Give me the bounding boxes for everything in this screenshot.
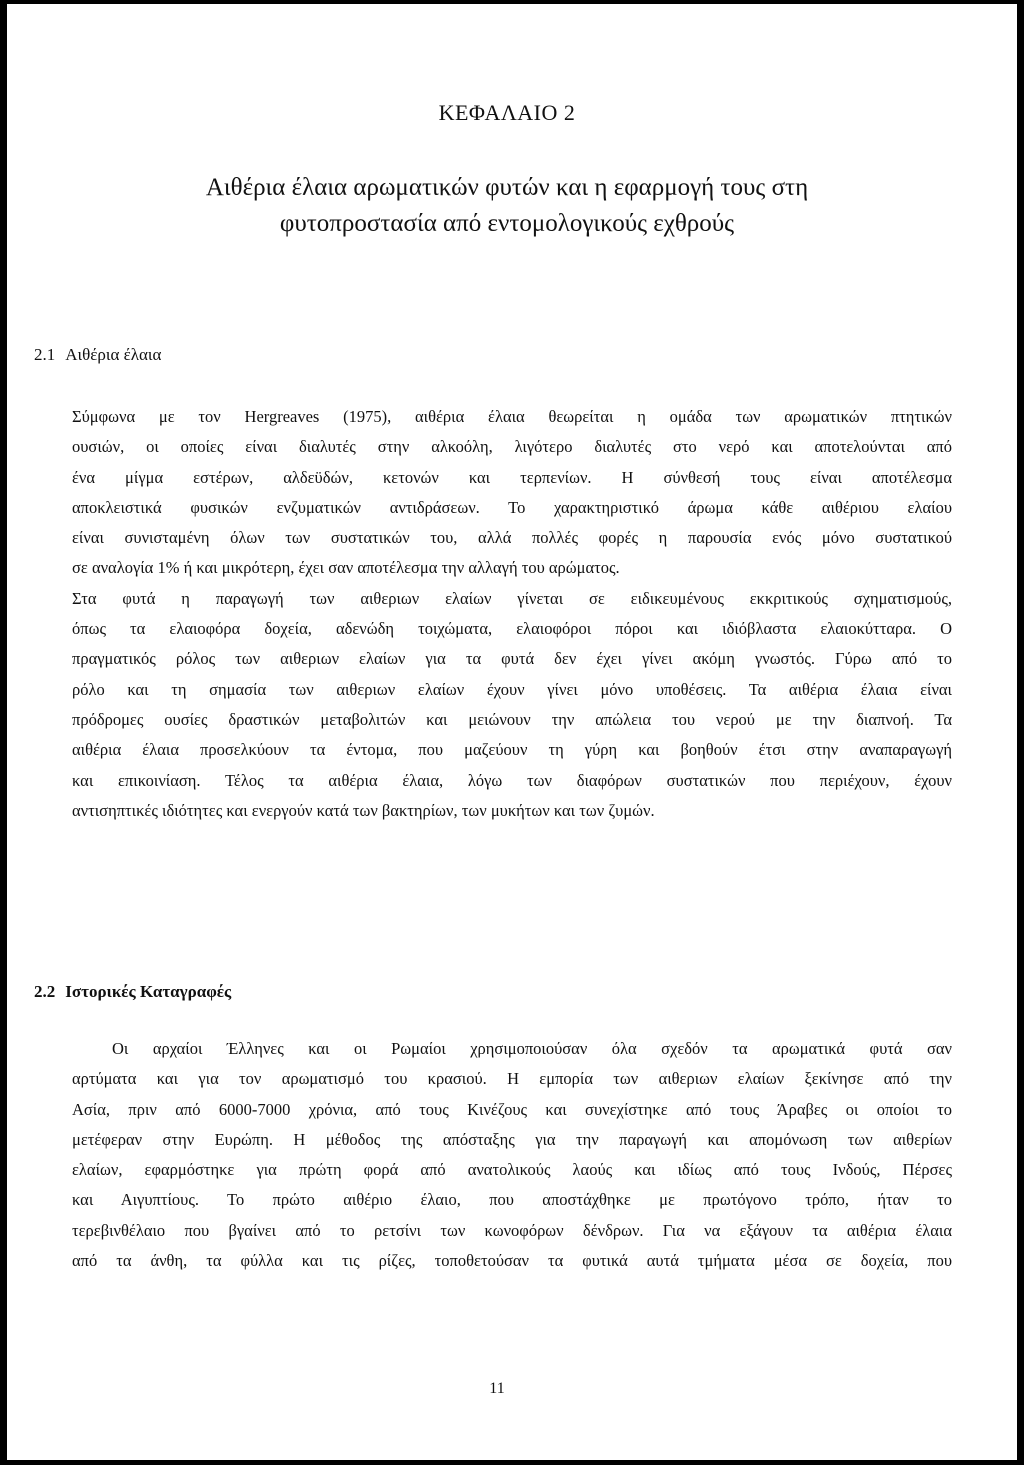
- text-line: τερεβινθέλαιο που βγαίνει από το ρετσίνι των κωνοφόρων δένδρων. Για να εξάγουν τα αιθέρια έλαια: [72, 1220, 952, 1240]
- text-line: μετέφεραν στην Ευρώπη. Η μέθοδος της απόσταξης για την παραγωγή και απομόνωση των αιθερίων: [72, 1129, 952, 1149]
- section-title: Αιθέρια έλαια: [65, 345, 162, 364]
- text-line: αποκλειστικά φυσικών ενζυματικών αντιδράσεων. Το χαρακτηριστικό άρωμα κάθε αιθέριου ελαίου: [72, 497, 952, 517]
- section-title: Ιστορικές Καταγραφές: [65, 982, 232, 1001]
- text-line: και επικοινίαση. Τέλος τα αιθέρια έλαια, λόγω των διαφόρων συστατικών που περιέχουν, έχουν: [72, 770, 952, 790]
- text-line: ρόλο και τη σημασία των αιθεριων ελαίων έχουν γίνει μόνο υποθέσεις. Τα αιθέρια έλαια είναι: [72, 679, 952, 699]
- text-line: πραγματικός ρόλος των αιθεριων ελαίων για τα φυτά δεν έχει γίνει ακόμη γνωστός. Γύρω από το: [72, 649, 952, 669]
- text-line: Οι αρχαίοι Έλληνες και οι Ρωμαίοι χρησιμοποιούσαν όλα σχεδόν τα αρωματικά φυτά σαν: [112, 1039, 952, 1058]
- text-line: ένα μίγμα εστέρων, αλδεϋδών, κετονών και τερπενίων. Η σύνθεσή τους είναι αποτέλεσμα: [72, 467, 952, 487]
- text-line: ουσιών, οι οποίες είναι διαλυτές στην αλκοόλη, λιγότερο διαλυτές στο νερό και αποτελούνται από: [72, 437, 952, 457]
- section-2-1-body: [72, 402, 952, 826]
- text-line: είναι συνισταμένη όλων των συστατικών του, αλλά πολλές φορές η παρουσία ενός μόνο συστατικού: [72, 528, 952, 548]
- section-heading-2-2: [34, 982, 231, 1002]
- text-line: ελαίων, εφαρμόστηκε για πρώτη φορά από ανατολικούς λαούς και ιδίως από τους Ινδούς, Πέρσες: [72, 1160, 952, 1180]
- text-line: Ασία, πριν από 6000-7000 χρόνια, από τους Κινέζους και συνεχίστηκε από τους Άραβες οι οποίοι το: [72, 1099, 952, 1119]
- page-number: 11: [489, 1380, 505, 1397]
- section-number: 2.2: [34, 982, 56, 1001]
- section-2-2-body: [72, 1034, 952, 1276]
- text-line: σε αναλογία 1% ή και μικρότερη, έχει σαν αποτέλεσμα την αλλαγή του αρώματος.: [72, 558, 620, 578]
- text-line: πρόδρομες ουσίες δραστικών μεταβολιτών και μειώνουν την απώλεια του νερού με την διαπνοή. Τα: [72, 709, 952, 729]
- chapter-title-line-1: Αιθέρια έλαια αρωματικών φυτών και η εφαρμογή τους στη: [205, 174, 809, 201]
- text-line: αρτύματα και για τον αρωματισμό του κρασιού. Η εμπορία των αιθεριων ελαίων ξεκίνησε από την: [72, 1069, 952, 1089]
- document-page: [7, 4, 1017, 1460]
- section-number: 2.1: [34, 345, 56, 364]
- text-line: από τα άνθη, τα φύλλα και τις ρίζες, τοποθετούσαν τα φυτικά αυτά τμήματα μέσα σε δοχεία, που: [72, 1251, 952, 1271]
- chapter-title: [7, 170, 1007, 242]
- chapter-title-line-2: φυτοπροστασία από εντομολογικούς εχθρούς: [279, 210, 735, 237]
- text-line: αιθέρια έλαια προσελκύουν τα έντομα, που μαζεύουν τη γύρη και βοηθούν έτσι στην αναπαραγωγή: [72, 740, 952, 760]
- text-line: όπως τα ελαιοφόρα δοχεία, αδενώδη τοιχώματα, ελαιοφόροι πόροι και ιδιόβλαστα ελαιοκύτταρα. Ο: [72, 619, 952, 639]
- text-line: Σύμφωνα με τον Hergreaves (1975), αιθέρια έλαια θεωρείται η ομάδα των αρωματικών πτητικών: [72, 407, 952, 426]
- text-line: και Αιγυπτίους. Το πρώτο αιθέριο έλαιο, που αποστάχθηκε με πρωτόγονο τρόπο, ήταν το: [72, 1190, 952, 1210]
- text-line: αντισηπτικές ιδιότητες και ενεργούν κατά των βακτηρίων, των μυκήτων και των ζυμών.: [72, 800, 655, 820]
- text-line: Στα φυτά η παραγωγή των αιθεριων ελαίων γίνεται σε ειδικευμένους εκκριτικούς σχηματισμούς,: [72, 588, 952, 608]
- chapter-label: ΚΕΦΑΛΑΙΟ 2: [438, 100, 576, 125]
- section-heading-2-1: [34, 345, 161, 365]
